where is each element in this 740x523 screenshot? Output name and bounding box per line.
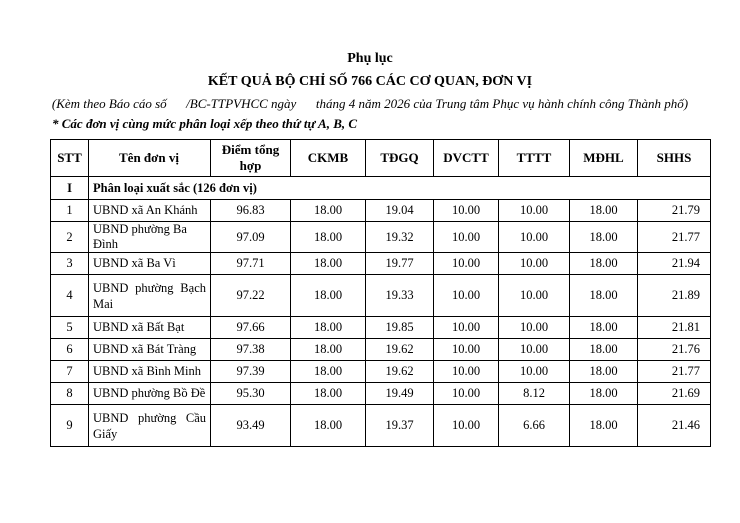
cell-unit-name: UBND xã Bình Minh	[89, 361, 211, 383]
cell-tdgq: 19.32	[366, 222, 434, 253]
cell-mdhl: 18.00	[570, 405, 638, 447]
cell-stt: 6	[51, 339, 89, 361]
cell-total: 95.30	[211, 383, 291, 405]
cell-ckmb: 18.00	[291, 317, 366, 339]
cell-tttt: 10.00	[499, 339, 570, 361]
cell-dvctt: 10.00	[434, 253, 499, 275]
cell-tttt: 10.00	[499, 222, 570, 253]
cell-tttt: 10.00	[499, 275, 570, 317]
table-row	[51, 253, 711, 275]
cell-mdhl: 18.00	[570, 339, 638, 361]
section-row	[51, 177, 711, 200]
table-row	[51, 361, 711, 383]
cell-dvctt: 10.00	[434, 361, 499, 383]
unit-name-line-1: UBND phường Cầu	[93, 410, 206, 425]
table-row	[51, 317, 711, 339]
header-row	[51, 140, 711, 177]
table-row	[51, 339, 711, 361]
cell-unit-name	[89, 405, 211, 447]
cell-ckmb: 18.00	[291, 222, 366, 253]
cell-ckmb: 18.00	[291, 383, 366, 405]
col-shhs: SHHS	[638, 140, 711, 177]
cell-tdgq: 19.62	[366, 361, 434, 383]
unit-name-line-2: Mai	[93, 296, 114, 311]
cell-tdgq: 19.04	[366, 200, 434, 222]
cell-tdgq: 19.49	[366, 383, 434, 405]
cell-mdhl: 18.00	[570, 275, 638, 317]
cell-total: 97.38	[211, 339, 291, 361]
unit-name-line-2: Giấy	[93, 426, 118, 441]
cell-total: 96.83	[211, 200, 291, 222]
cell-mdhl: 18.00	[570, 317, 638, 339]
cell-total: 97.39	[211, 361, 291, 383]
col-dvctt: DVCTT	[434, 140, 499, 177]
cell-stt: 1	[51, 200, 89, 222]
cell-mdhl: 18.00	[570, 383, 638, 405]
table-row	[51, 275, 711, 317]
cell-stt: 7	[51, 361, 89, 383]
col-mdhl: MĐHL	[570, 140, 638, 177]
cell-tttt: 10.00	[499, 317, 570, 339]
cell-tttt: 8.12	[499, 383, 570, 405]
col-stt: STT	[51, 140, 89, 177]
cell-tttt: 10.00	[499, 200, 570, 222]
cell-unit-name: UBND xã Ba Vì	[89, 253, 211, 275]
cell-tttt: 10.00	[499, 253, 570, 275]
cell-stt: 8	[51, 383, 89, 405]
cell-dvctt: 10.00	[434, 339, 499, 361]
ordering-note: * Các đơn vị cùng mức phân loại xếp theo thứ tự A, B, C	[52, 116, 358, 131]
col-tttt: TTTT	[499, 140, 570, 177]
report-heading: KẾT QUẢ BỘ CHỈ SỐ 766 CÁC CƠ QUAN, ĐƠN VỊ	[207, 74, 533, 89]
table-row	[51, 405, 711, 447]
cell-shhs: 21.89	[638, 275, 711, 317]
cell-shhs: 21.79	[638, 200, 711, 222]
cell-shhs: 21.46	[638, 405, 711, 447]
cell-mdhl: 18.00	[570, 200, 638, 222]
cell-ckmb: 18.00	[291, 275, 366, 317]
cell-unit-name: UBND xã An Khánh	[89, 200, 211, 222]
cell-tdgq: 19.33	[366, 275, 434, 317]
cell-tdgq: 19.77	[366, 253, 434, 275]
cell-total: 97.66	[211, 317, 291, 339]
section-label: Phân loại xuất sắc (126 đơn vị)	[89, 177, 711, 200]
cell-tdgq: 19.37	[366, 405, 434, 447]
cell-shhs: 21.81	[638, 317, 711, 339]
cell-tdgq: 19.62	[366, 339, 434, 361]
results-table	[50, 139, 711, 447]
cell-dvctt: 10.00	[434, 405, 499, 447]
cell-dvctt: 10.00	[434, 275, 499, 317]
cell-shhs: 21.76	[638, 339, 711, 361]
cell-shhs: 21.77	[638, 361, 711, 383]
cell-shhs: 21.69	[638, 383, 711, 405]
cell-tttt: 10.00	[499, 361, 570, 383]
cell-ckmb: 18.00	[291, 405, 366, 447]
cell-ckmb: 18.00	[291, 361, 366, 383]
attached-note: (Kèm theo Báo cáo số /BC-TTPVHCC ngày tháng 4 năm 2026 của Trung tâm Phục vụ hành chính công Thành phố)	[51, 96, 689, 111]
col-tdgq: TĐGQ	[366, 140, 434, 177]
cell-total: 97.09	[211, 222, 291, 253]
cell-unit-name	[89, 275, 211, 317]
cell-dvctt: 10.00	[434, 200, 499, 222]
unit-name-line-1: UBND phường Bạch	[93, 280, 206, 295]
col-ckmb: CKMB	[291, 140, 366, 177]
cell-ckmb: 18.00	[291, 200, 366, 222]
cell-stt: 5	[51, 317, 89, 339]
cell-tdgq: 19.85	[366, 317, 434, 339]
cell-mdhl: 18.00	[570, 253, 638, 275]
col-total: Điểm tổng hợp	[211, 140, 291, 177]
cell-mdhl: 18.00	[570, 361, 638, 383]
cell-dvctt: 10.00	[434, 383, 499, 405]
cell-stt: 4	[51, 275, 89, 317]
appendix-title: Phụ lục	[347, 51, 393, 66]
cell-dvctt: 10.00	[434, 317, 499, 339]
section-number: I	[51, 177, 89, 200]
cell-unit-name: UBND xã Bất Bạt	[89, 317, 211, 339]
cell-unit-name: UBND phường Bồ Đề	[89, 383, 211, 405]
col-unit-name: Tên đơn vị	[89, 140, 211, 177]
cell-total: 97.22	[211, 275, 291, 317]
cell-tttt: 6.66	[499, 405, 570, 447]
cell-shhs: 21.94	[638, 253, 711, 275]
cell-stt: 9	[51, 405, 89, 447]
cell-unit-name: UBND xã Bát Tràng	[89, 339, 211, 361]
table-row	[51, 383, 711, 405]
table-row	[51, 222, 711, 253]
cell-stt: 3	[51, 253, 89, 275]
cell-total: 93.49	[211, 405, 291, 447]
cell-unit-name: UBND phường Ba Đình	[89, 222, 211, 253]
cell-stt: 2	[51, 222, 89, 253]
cell-ckmb: 18.00	[291, 253, 366, 275]
cell-shhs: 21.77	[638, 222, 711, 253]
cell-total: 97.71	[211, 253, 291, 275]
table-row	[51, 200, 711, 222]
cell-dvctt: 10.00	[434, 222, 499, 253]
cell-ckmb: 18.00	[291, 339, 366, 361]
cell-mdhl: 18.00	[570, 222, 638, 253]
